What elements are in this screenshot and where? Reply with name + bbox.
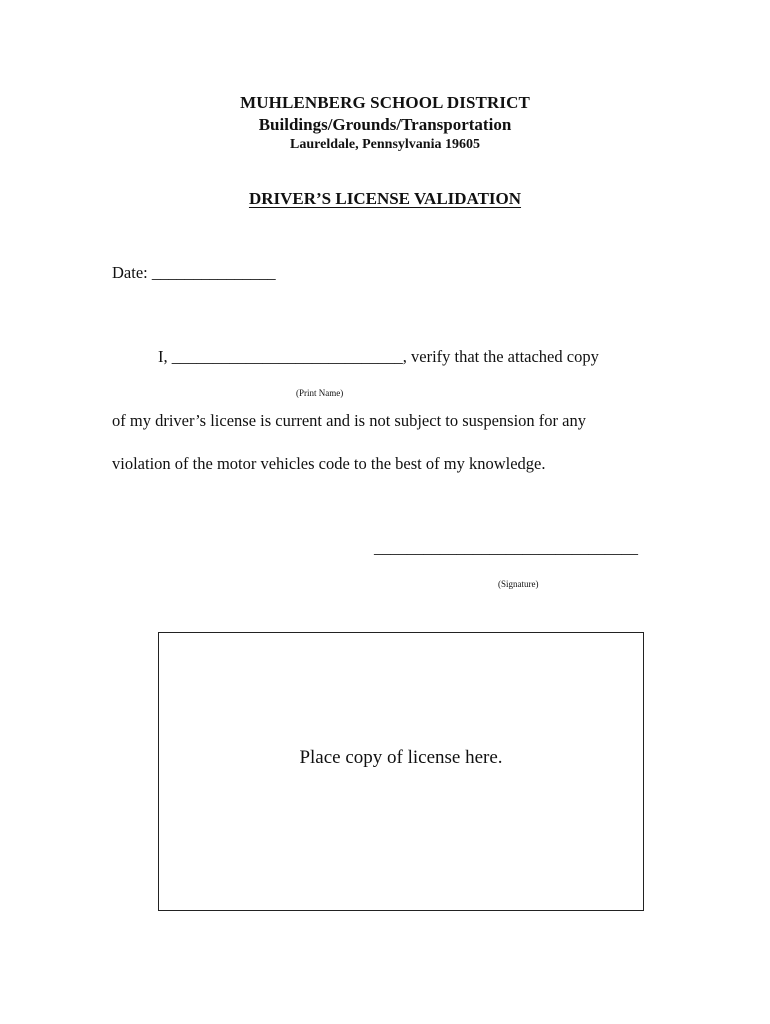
license-box-instruction: Place copy of license here. [299,747,503,768]
license-copy-box [158,632,644,911]
signature-label: (Signature) [498,579,539,589]
form-title: DRIVER’S LICENSE VALIDATION [248,189,522,208]
signature-line: ________________________________ [374,538,638,557]
date-field-line: Date: _______________ [112,263,276,282]
statement-line-1: of my driver’s license is current and is not subject to suspension for any [112,411,586,430]
print-name-statement: I, ____________________________, verify that the attached copy [158,347,599,366]
print-name-label: (Print Name) [296,388,344,398]
district-address: Laureldale, Pennsylvania 19605 [290,137,480,152]
statement-line-2: violation of the motor vehicles code to the best of my knowledge. [112,454,546,473]
department-name: Buildings/Grounds/Transportation [258,115,512,134]
district-name: MUHLENBERG SCHOOL DISTRICT [240,93,530,112]
